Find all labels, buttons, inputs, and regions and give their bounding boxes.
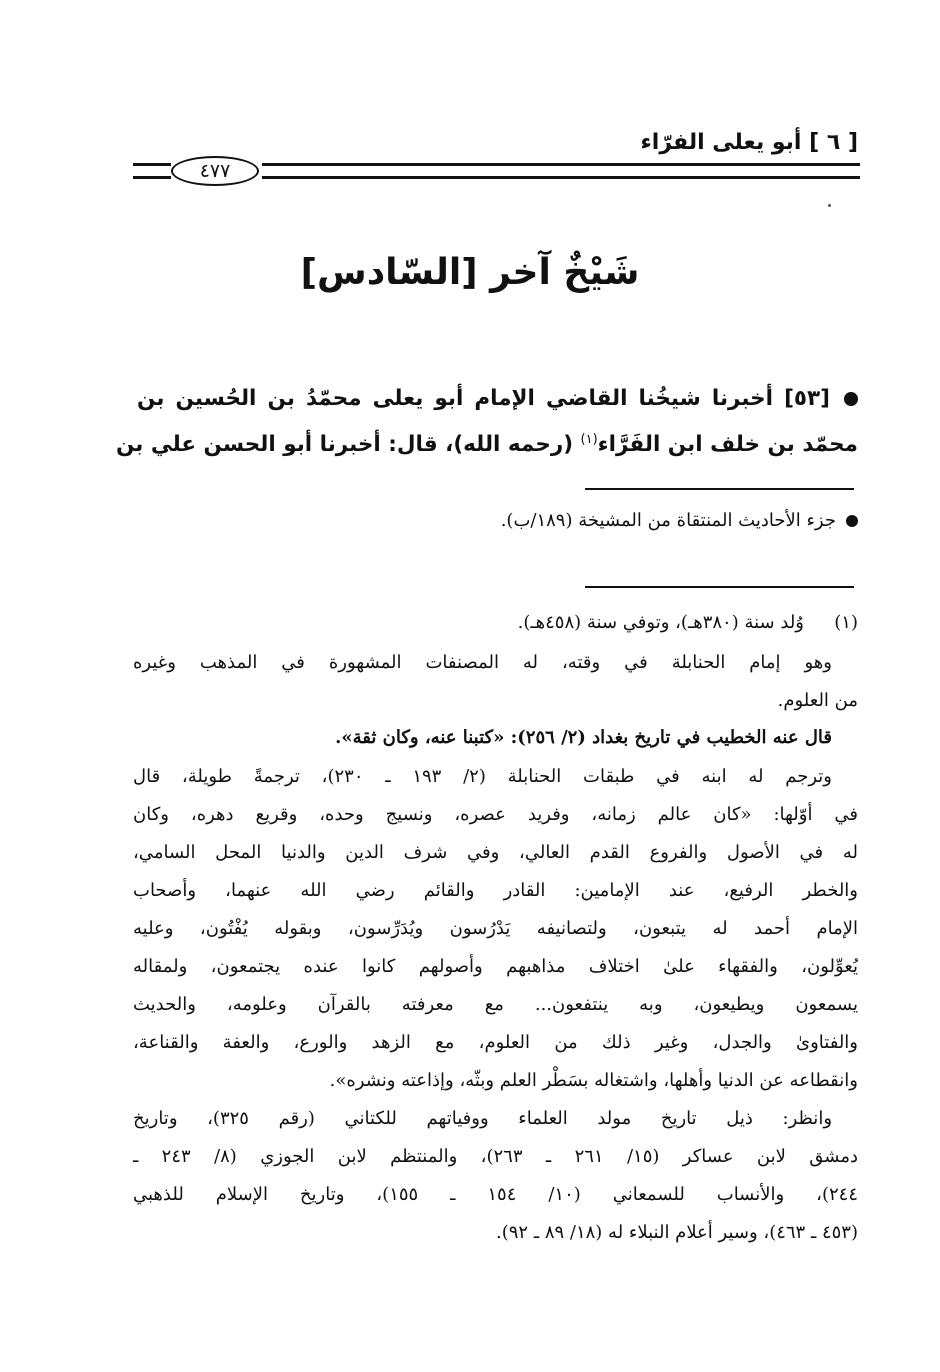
main-text-line-2-end: (رحمه الله)، قال: أخبرنا أبو الحسن علي بن	[115, 432, 581, 458]
footnote-line: وُلد سنة (٣٨٠هـ)، وتوفي سنة (٤٥٨هـ).	[517, 612, 804, 633]
footnote-line: دمشق لابن عساكر (١٥/ ٢٦١ ـ ٢٦٣)، والمنتظم لابن الجوزي (٨/ ٢٤٣ ـ	[133, 1146, 859, 1167]
source-note	[501, 510, 858, 531]
footnote-line: وانظر: ذيل تاريخ مولد العلماء ووفياتهم للكتاني (رقم ٣٢٥)، وتاريخ	[133, 1108, 833, 1129]
footnote-line: في أوّلها: «كان عالم زمانه، وفريد عصره، ونسيج وحده، وقريع دهره، وكان	[133, 804, 858, 825]
footnote-number: (١)	[834, 612, 858, 633]
bullet-icon	[846, 515, 858, 527]
main-text-line-2	[115, 432, 858, 458]
footnote-line: الإمام أحمد له يتبعون، ولتصانيفه يَدْرُسون ويُدَرِّسون، وبقوله يُفْتُون، وعليه	[133, 918, 858, 939]
footnote-line: والخطر الرفيع، عند الإمامين: القادر والقائم رضي الله عنهما، وأصحاب	[133, 880, 858, 901]
footnote-line: يسمعون ويطيعون، وبه ينتفعون... مع معرفته بالقرآن وعلومه، والحديث	[133, 994, 858, 1015]
footnote-separator	[585, 586, 854, 588]
source-note-text: جزء الأحاديث المنتقاة من المشيخة (١٨٩/ب).	[500, 510, 836, 531]
footnote-line: (٤٥٣ ـ ٤٦٣)، وسير أعلام النبلاء له (١٨/ ٨٩ ـ ٩٢).	[496, 1222, 858, 1243]
footnote-line: ٢٤٤)، والأنساب للسمعاني (١٠/ ١٥٤ ـ ١٥٥)، وتاريخ الإسلام للذهبي	[133, 1184, 858, 1205]
footnote-line: قال عنه الخطيب في تاريخ بغداد (٢/ ٢٥٦): «كتبنا عنه، وكان ثقة».	[335, 727, 832, 748]
header-rule-left	[133, 163, 171, 179]
running-title: [ ٦ ] أبو يعلى الفرّاء	[640, 130, 858, 155]
main-text-line-1	[137, 386, 858, 411]
footnote-line: وانقطاعه عن الدنيا وأهلها، واشتغاله بسَطْر العلم وبثّه، وإذاعته ونشره».	[329, 1070, 858, 1091]
footnote-line: والفتاوىٰ والجدل، وغير ذلك من العلوم، مع الزهد والورع، والعفة والقناعة،	[133, 1032, 858, 1053]
page-number: ٤٧٧	[171, 156, 259, 186]
footnote-line: وترجم له ابنه في طبقات الحنابلة (٢/ ١٩٣ ـ ٢٣٠)، ترجمةً طويلة، قال	[133, 766, 832, 787]
main-text-line-1-text: [٥٣] أخبرنا شيخُنا القاضي الإمام أبو يعلى محمّدُ بن الحُسين بن	[137, 386, 830, 411]
source-separator	[585, 488, 854, 490]
stray-dot	[828, 204, 831, 207]
main-text-line-2-start: محمّد بن خلف ابن الفَرَّاء	[597, 432, 858, 458]
footnote-line: وهو إمام الحنابلة في وقته، له المصنفات المشهورة في المذهب وغيره	[133, 652, 832, 673]
footnote-reference: (١)	[580, 432, 598, 447]
footnote-line: يُعوِّلون، والفقهاء علىٰ اختلاف مذاهبهم وأصولهم كانوا عنده يجتمعون، ولمقاله	[133, 956, 858, 977]
footnote-line: من العلوم.	[777, 690, 858, 711]
footnote-line: له في الأصول والفروع القدم العالي، وفي شرف الدين والدنيا المحل السامي،	[133, 842, 858, 863]
section-title: شَيْخٌ آخر [السّادس]	[300, 252, 640, 293]
header-rule-right	[262, 163, 860, 179]
bullet-icon	[844, 392, 858, 406]
